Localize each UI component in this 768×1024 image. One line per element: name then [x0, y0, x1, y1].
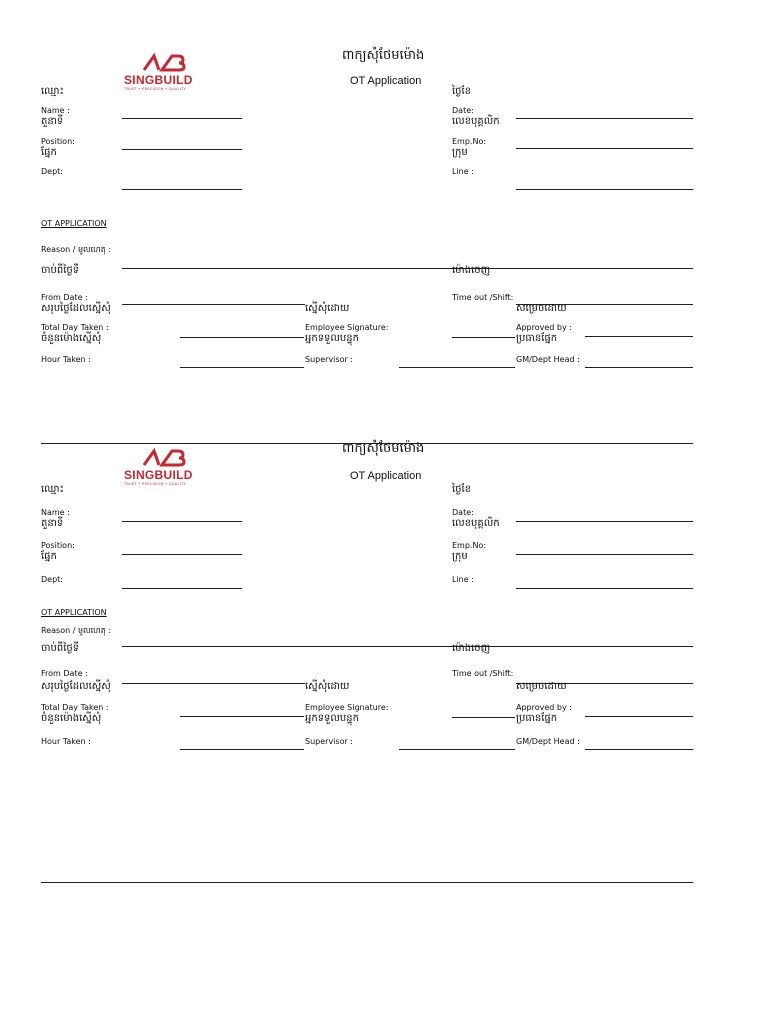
- approved-by-label-khmer: សម្រេចដោយ: [516, 681, 567, 692]
- employee-signature-field[interactable]: [452, 337, 515, 338]
- name-field[interactable]: [122, 521, 242, 522]
- gm-label: GM/Dept Head :: [516, 737, 580, 746]
- position-field[interactable]: [122, 149, 242, 150]
- reason-field[interactable]: [122, 646, 693, 647]
- logo-tagline: TRUST • PRECISION • QUALITY: [124, 482, 186, 486]
- reason-label: Reason / មូលហេតុ :: [41, 626, 112, 635]
- logo-wordmark: SINGBUILD: [124, 73, 193, 87]
- from-date-label: From Date :: [41, 669, 88, 678]
- name-label: Name :: [41, 106, 70, 115]
- employee-signature-label: Employee Signature:: [305, 703, 389, 712]
- total-day-label: Total Day Taken :: [41, 703, 109, 712]
- name-field[interactable]: [122, 118, 242, 119]
- gm-field[interactable]: [585, 749, 693, 750]
- dept-label-khmer: ផ្នែក: [41, 551, 57, 562]
- company-logo: [124, 445, 193, 486]
- form-title-english: OT Application: [350, 470, 422, 482]
- name-label-khmer: ឈ្មោះ: [41, 484, 64, 495]
- gm-label: GM/Dept Head :: [516, 355, 580, 364]
- date-label: Date:: [452, 508, 474, 517]
- position-label-khmer: តួនាទី: [41, 518, 64, 529]
- requested-by-label-khmer: ស្នើសុំដោយ: [305, 303, 350, 314]
- reason-field[interactable]: [122, 268, 693, 269]
- ot-form-1: [0, 0, 768, 420]
- empno-label-khmer: លេខបុគ្គលិក: [452, 116, 500, 127]
- gm-label-khmer: ប្រធានផ្នែក: [516, 333, 558, 344]
- gm-field[interactable]: [585, 367, 693, 368]
- line-field[interactable]: [516, 189, 693, 190]
- total-day-field[interactable]: [180, 716, 304, 717]
- line-label-khmer: ក្រុម: [452, 551, 468, 562]
- approved-by-label: Approved by :: [516, 323, 572, 332]
- empno-label: Emp.No:: [452, 541, 487, 550]
- form-title-khmer: ពាក្យសុំថែមម៉ោង: [342, 441, 425, 456]
- approved-by-field[interactable]: [585, 716, 693, 717]
- logo-wordmark: SINGBUILD: [124, 468, 193, 482]
- total-day-field[interactable]: [180, 337, 304, 338]
- line-field[interactable]: [516, 588, 693, 589]
- supervisor-label: Supervisor :: [305, 737, 353, 746]
- line-label-khmer: ក្រុម: [452, 147, 468, 158]
- hour-taken-field[interactable]: [180, 367, 304, 368]
- cut-line-bottom: [41, 882, 693, 883]
- supervisor-label-khmer: អ្នកទទួលបន្ទុក: [305, 713, 359, 724]
- total-day-label-khmer: សរុបថ្ងៃដែលស្នើសុំ: [41, 303, 111, 314]
- supervisor-field[interactable]: [399, 367, 515, 368]
- supervisor-field[interactable]: [399, 749, 515, 750]
- empno-field[interactable]: [516, 148, 693, 149]
- hour-taken-label-khmer: ចំនួនម៉ោងស្នើសុំ: [41, 333, 102, 344]
- from-date-field[interactable]: [122, 683, 305, 684]
- name-label: Name :: [41, 508, 70, 517]
- section-heading: OT APPLICATION: [41, 608, 107, 617]
- reason-label: Reason / មូលហេតុ :: [41, 245, 112, 254]
- empno-label-khmer: លេខបុគ្គលិក: [452, 518, 500, 529]
- line-label: Line :: [452, 575, 474, 584]
- date-label-khmer: ថ្ងៃខែ: [452, 86, 472, 97]
- from-date-label: From Date :: [41, 293, 88, 302]
- logo-tagline: TRUST • PRECISION • QUALITY: [124, 87, 186, 91]
- requested-by-label-khmer: ស្នើសុំដោយ: [305, 681, 350, 692]
- ot-form-2: [0, 392, 768, 792]
- employee-signature-field[interactable]: [452, 717, 515, 718]
- supervisor-label: Supervisor :: [305, 355, 353, 364]
- dept-label-khmer: ផ្នែក: [41, 147, 57, 158]
- section-heading: OT APPLICATION: [41, 219, 107, 228]
- empno-field[interactable]: [516, 554, 693, 555]
- dept-field[interactable]: [122, 588, 242, 589]
- empno-label: Emp.No:: [452, 137, 487, 146]
- form-title-english: OT Application: [350, 75, 422, 87]
- from-date-label-khmer: ចាប់ពីថ្ងៃទី: [41, 643, 80, 654]
- approved-by-field[interactable]: [585, 336, 693, 337]
- time-out-label: Time out /Shift:: [452, 669, 514, 678]
- position-field[interactable]: [122, 554, 242, 555]
- form-title-khmer: ពាក្យសុំថែមម៉ោង: [342, 48, 425, 63]
- position-label: Position:: [41, 541, 75, 550]
- time-out-label-khmer: ម៉ោងចេញ: [452, 265, 491, 276]
- total-day-label-khmer: សរុបថ្ងៃដែលស្នើសុំ: [41, 681, 111, 692]
- hour-taken-label-khmer: ចំនួនម៉ោងស្នើសុំ: [41, 713, 102, 724]
- approved-by-label-khmer: សម្រេចដោយ: [516, 303, 567, 314]
- date-label: Date:: [452, 106, 474, 115]
- time-out-label-khmer: ម៉ោងចេញ: [452, 643, 491, 654]
- total-day-label: Total Day Taken :: [41, 323, 109, 332]
- dept-label: Dept:: [41, 575, 63, 584]
- gm-label-khmer: ប្រធានផ្នែក: [516, 713, 558, 724]
- position-label-khmer: តួនាទី: [41, 116, 64, 127]
- from-date-label-khmer: ចាប់ពីថ្ងៃទី: [41, 265, 80, 276]
- hour-taken-field[interactable]: [180, 749, 304, 750]
- time-out-label: Time out /Shift:: [452, 293, 514, 302]
- dept-label: Dept:: [41, 167, 63, 176]
- from-date-field[interactable]: [122, 304, 305, 305]
- date-field[interactable]: [516, 521, 693, 522]
- employee-signature-label: Employee Signature:: [305, 323, 389, 332]
- supervisor-label-khmer: អ្នកទទួលបន្ទុក: [305, 333, 359, 344]
- hour-taken-label: Hour Taken :: [41, 355, 91, 364]
- approved-by-label: Approved by :: [516, 703, 572, 712]
- company-logo: [124, 50, 193, 91]
- line-label: Line :: [452, 167, 474, 176]
- name-label-khmer: ឈ្មោះ: [41, 86, 64, 97]
- date-field[interactable]: [516, 118, 693, 119]
- date-label-khmer: ថ្ងៃខែ: [452, 484, 472, 495]
- dept-field[interactable]: [122, 189, 242, 190]
- position-label: Position:: [41, 137, 75, 146]
- hour-taken-label: Hour Taken :: [41, 737, 91, 746]
